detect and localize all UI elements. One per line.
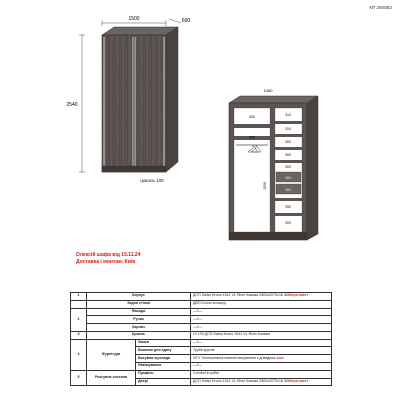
row-label: Фасади	[87, 308, 191, 316]
row-label: Фурнітура	[87, 339, 136, 370]
closed-wardrobe	[66, 16, 190, 183]
row-value: —//—	[191, 316, 332, 324]
dim-height: 2540	[66, 102, 78, 108]
specification-table	[70, 292, 332, 386]
row-label: Ручки	[87, 316, 191, 324]
dim-right-7: 300	[285, 221, 291, 225]
table-row	[71, 308, 332, 316]
row-label: Корпус	[87, 293, 191, 301]
dim-drawer: 164	[285, 176, 291, 180]
row-value: ДСП Swiss Krono 1541 VL Ясен Коимка 2800х2070х18 3260грн./лист	[191, 293, 332, 301]
row-value: ДСП Swiss Krono 1541 VL Ясен Коимка 2800х2070х18 3260грн./лист	[191, 378, 332, 386]
row-value: ДВП Білого кольору	[191, 300, 332, 308]
row-value: GTV Телескопічна повного висування з доводкою 2шт.	[191, 355, 332, 363]
row-label: Карниз	[87, 324, 191, 332]
row-number: 1	[71, 293, 87, 301]
table-row	[71, 300, 332, 308]
sub-label: Висувна шухляда	[136, 355, 191, 363]
row-label: Розсувна система	[87, 370, 136, 386]
sub-label: Вішалки для одягу	[136, 347, 191, 355]
dim-right-3: 300	[285, 140, 291, 144]
sub-label: Навішування	[136, 363, 191, 371]
row-number: 4	[71, 339, 87, 370]
row-value: H=100 ДСП Swiss Krono 1541 VL Ясен Коимка	[191, 331, 332, 339]
row-value: —//—	[191, 339, 332, 347]
row-value: —//—	[191, 324, 332, 332]
dim-plinth: цоколь 100	[140, 178, 164, 183]
row-value: Труба кругла	[191, 347, 332, 355]
dim-top-shelf: 560	[249, 135, 255, 140]
row-value: —//—	[191, 363, 332, 371]
dim-width: 1500	[128, 16, 140, 22]
dim-right-4: 300	[285, 153, 291, 157]
delivery-note: Доставка і монтаж: Київ	[76, 259, 136, 265]
sub-label: Профіль	[136, 370, 191, 378]
dim-right-6: 250	[285, 205, 291, 209]
order-note: Олексій шафа від 15.11.24	[76, 252, 141, 258]
project-code: КП 2500B2	[369, 5, 392, 10]
dim-left-hang: 1500	[263, 182, 267, 190]
table-row	[71, 331, 332, 339]
dim-left-top: 330	[249, 115, 255, 119]
open-wardrobe	[229, 88, 318, 240]
table-row	[71, 370, 332, 378]
dim-right-5: 300	[285, 165, 291, 169]
row-number: 3	[71, 331, 87, 339]
row-number: 2	[71, 308, 87, 331]
table-row	[71, 339, 332, 347]
table-row	[71, 324, 332, 332]
dim-depth: 600	[181, 18, 191, 24]
row-label: Цоколь	[87, 331, 191, 339]
row-number: 5	[71, 370, 87, 386]
dim-right-2: 310	[285, 127, 291, 131]
dim-shelf-width: 1400	[263, 88, 273, 93]
sub-label: Двері	[136, 378, 191, 386]
sub-label: Замки	[136, 339, 191, 347]
table-row	[71, 316, 332, 324]
dim-right-1: 310	[285, 113, 291, 117]
row-label: Задня стінка	[87, 300, 191, 308]
row-value: Comfort в сріблі	[191, 370, 332, 378]
table-row	[71, 293, 332, 301]
row-value: —//—	[191, 308, 332, 316]
dim-drawer-2: 164	[285, 188, 291, 192]
